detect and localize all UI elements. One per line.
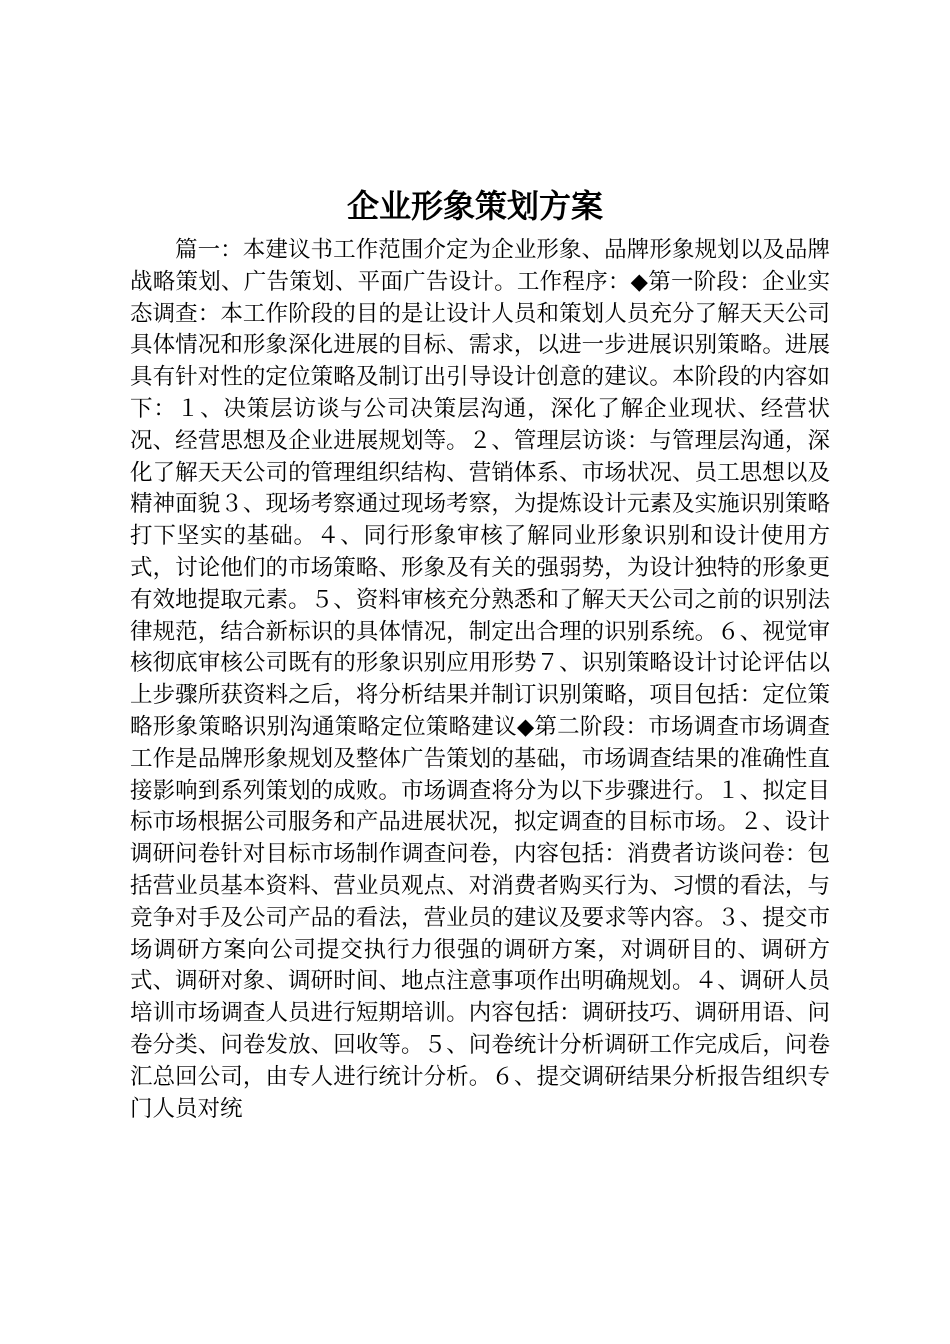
document-body: 篇一：本建议书工作范围介定为企业形象、品牌形象规划以及品牌战略策划、广告策划、平面广告设计。工作程序：◆第一阶段：企业实态调查：本工作阶段的目的是让设计人员和策划人员充分了解天天公司具体情况和形象深化进展的目标、需求，以进一步进展识别策略。进展具有针对性的定位策略及制订出引导设计创意的建议。本阶段的内容如下：１、决策层访谈与公司决策层沟通，深化了解企业现状、经营状况、经营思想及企业进展规划等。２、管理层访谈：与管理层沟通，深化了解天天公司的管理组织结构、营销体系、市场状况、员工思想以及精神面貌３、现场考察通过现场考察，为提炼设计元素及实施识别策略打下坚实的基础。４、同行形象审核了解同业形象识别和设计使用方式，讨论他们的市场策略、形象及有关的强弱势，为设计独特的形象更有效地提取元素。５、资料审核充分熟悉和了解天天公司之前的识别法律规范，结合新标识的具体情况，制定出合理的识别系统。６、视觉审核彻底审核公司既有的形象识别应用形势７、识别策略设计讨论评估以上步骤所获资料之后，将分析结果并制订识别策略，项目包括：定位策略形象策略识别沟通策略定位策略建议◆第二阶段：市场调查市场调查工作是品牌形象规划及整体广告策划的基础，市场调查结果的准确性直接影响到系列策划的成败。市场调查将分为以下步骤进行。１、拟定目标市场根据公司服务和产品进展状况，拟定调查的目标市场。２、设计调研问卷针对目标市场制作调查问卷，内容包括：消费者访谈问卷：包括营业员基本资料、营业员观点、对消费者购买行为、习惯的看法，与竞争对手及公司产品的看法，营业员的建议及要求等内容。３、提交市场调研方案向公司提交执行力很强的调研方案，对调研目的、调研方式、调研对象、调研时间、地点注意事项作出明确规划。４、调研人员培训市场调查人员进行短期培训。内容包括：调研技巧、调研用语、问卷分类、问卷发放、回收等。５、问卷统计分析调研工作完成后，问卷汇总回公司，由专人进行统计分析。６、提交调研结果分析报告组织专门人员对统: [130, 237, 830, 1122]
document-title: 企业形象策划方案: [346, 187, 603, 225]
